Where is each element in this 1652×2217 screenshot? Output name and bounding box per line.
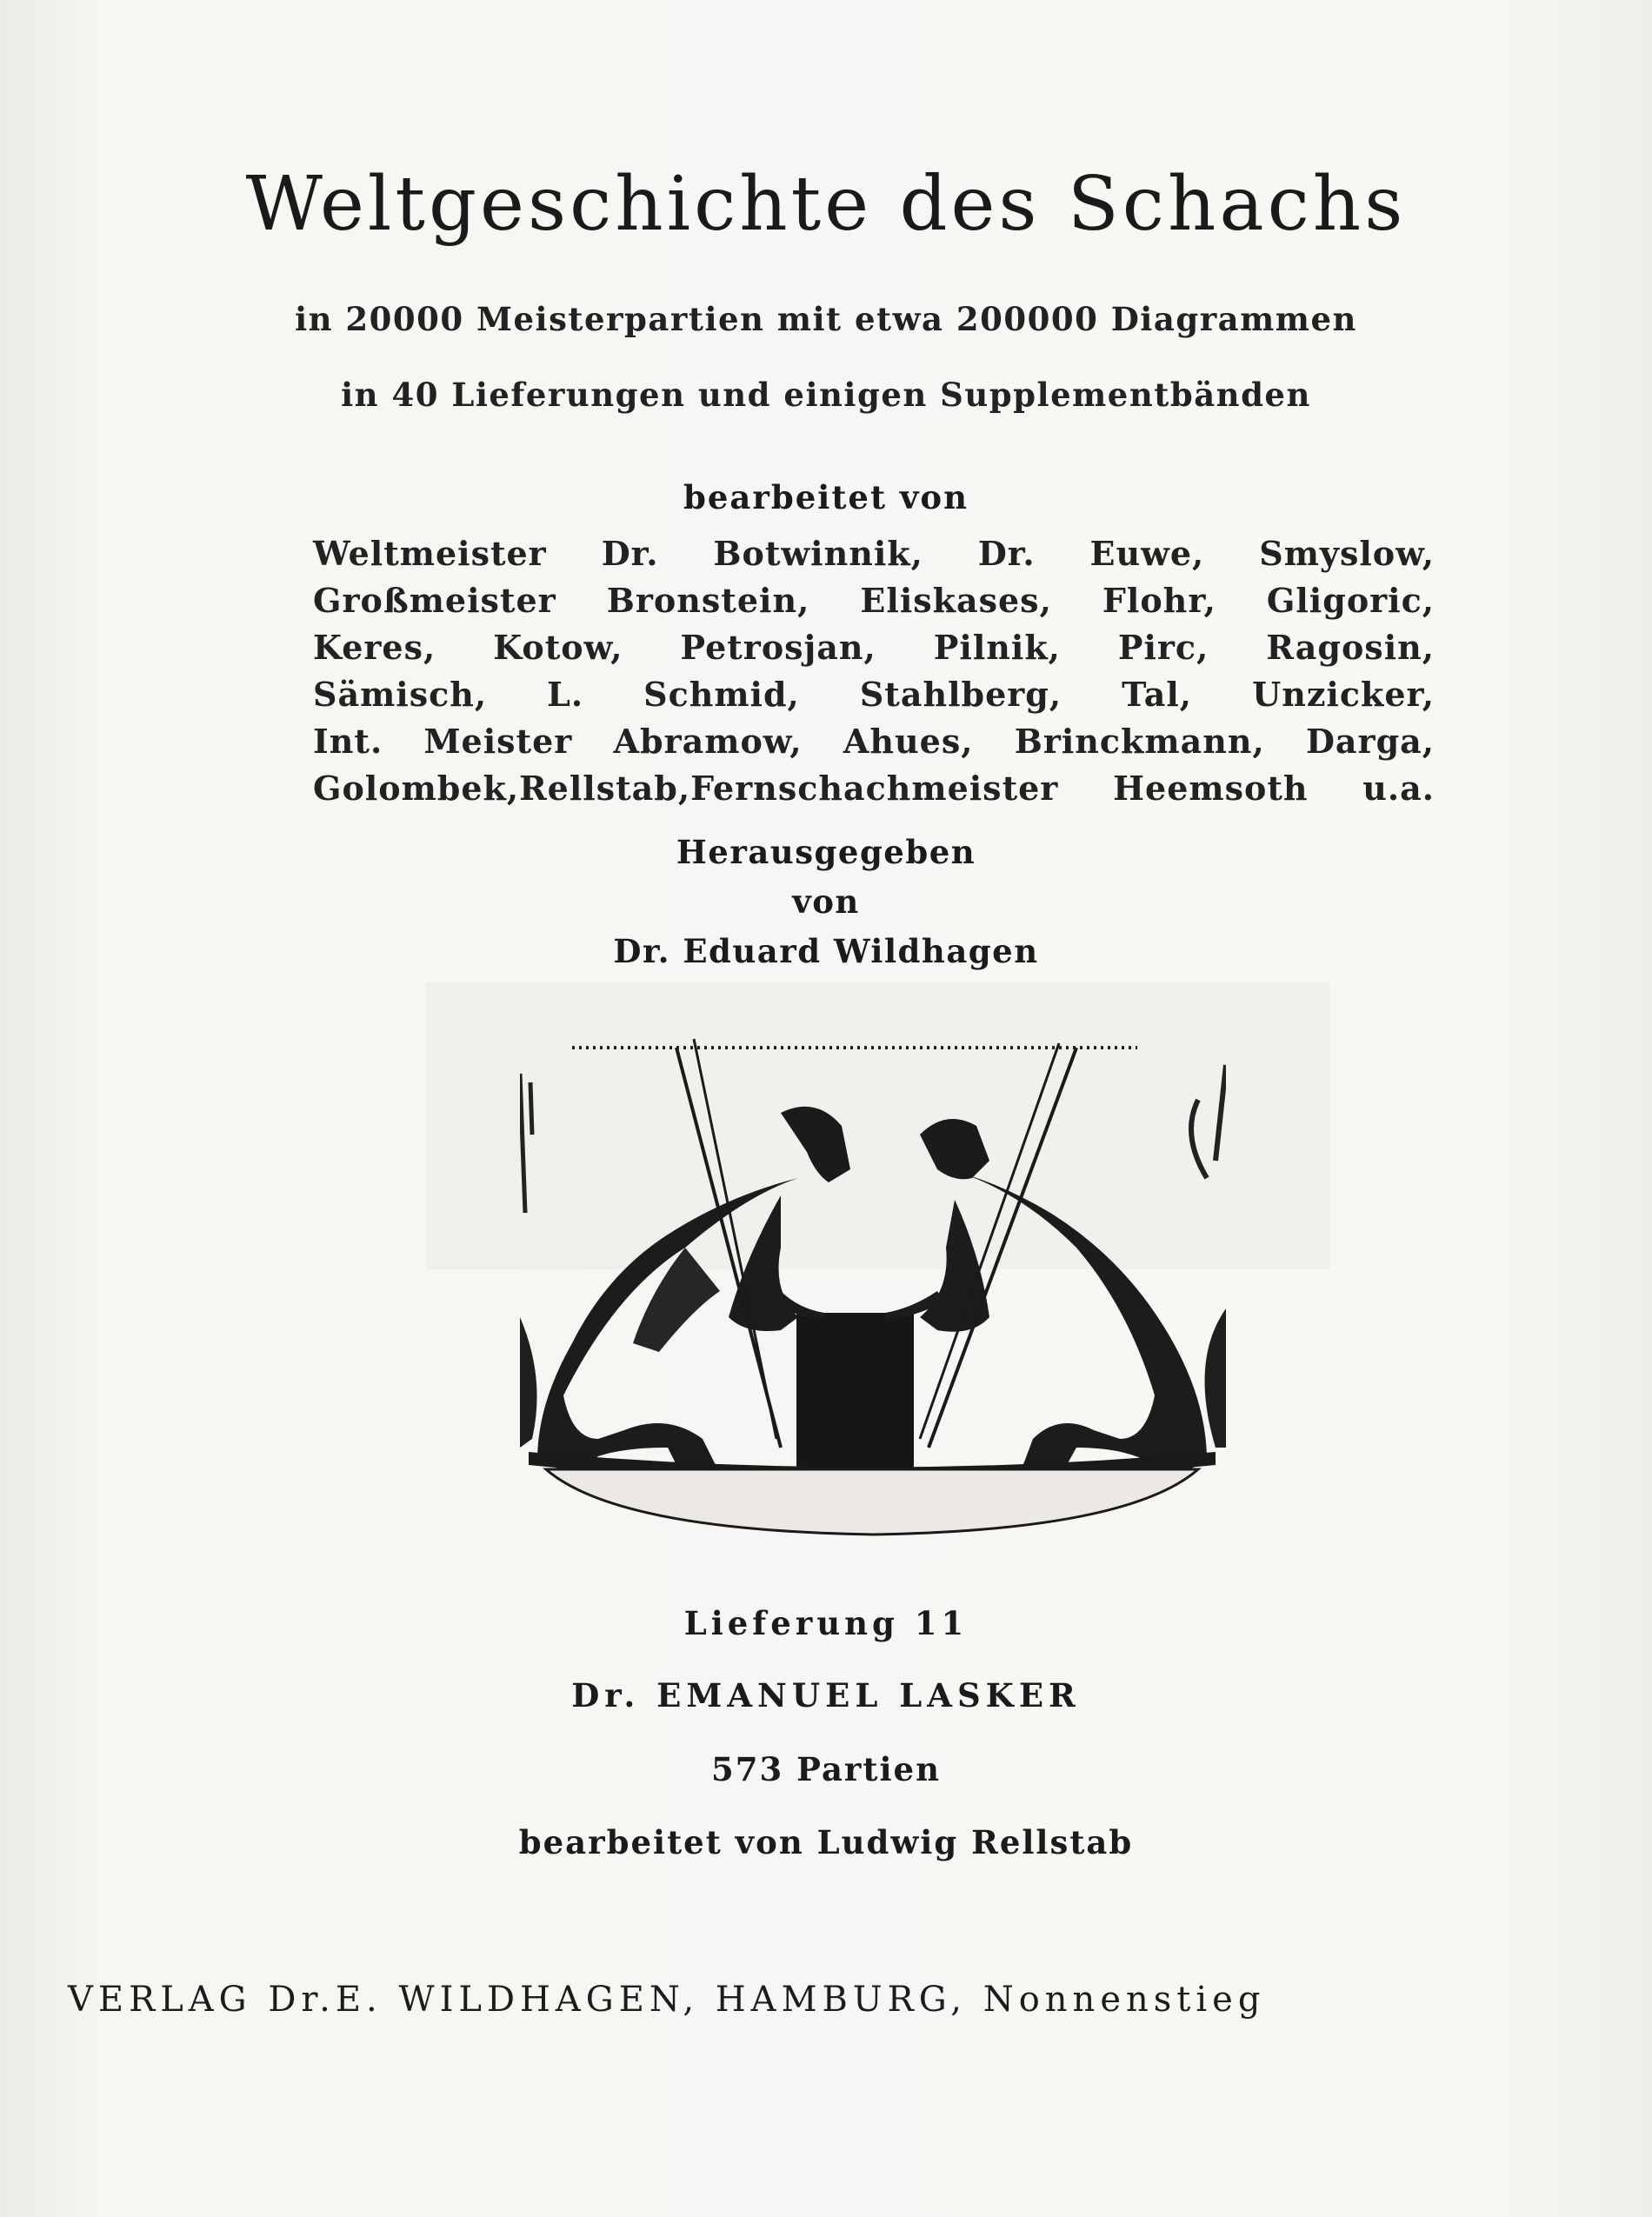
edited-by-heading: bearbeitet von	[683, 478, 969, 516]
subject-name: Dr. EMANUEL LASKER	[571, 1676, 1081, 1714]
editors-line: Golombek,Rellstab,Fernschachmeister Heemsoth u.a.	[313, 769, 1435, 808]
edited-by-line: bearbeitet von Ludwig Rellstab	[518, 1823, 1134, 1861]
editors-line: Sämisch, L. Schmid, Stahlberg, Tal, Unzicker,	[313, 675, 1435, 714]
games-count: 573 Partien	[711, 1750, 941, 1788]
editors-line: Keres, Kotow, Petrosjan, Pilnik, Pirc, Ragosin,	[313, 628, 1435, 667]
delivery-number: Lieferung 11	[683, 1604, 969, 1642]
greek-vase-chess-players-image	[520, 1030, 1226, 1536]
editors-line: Großmeister Bronstein, Eliskases, Flohr, Gligoric,	[313, 581, 1435, 620]
publisher-label-von: von	[792, 882, 860, 921]
publisher-label: Herausgegeben	[676, 833, 976, 871]
publisher-name: Dr. Eduard Wildhagen	[613, 932, 1039, 970]
book-title: Weltgeschichte des Schachs	[245, 161, 1407, 248]
editors-line: Int. Meister Abramow, Ahues, Brinckmann, Darga,	[313, 722, 1435, 761]
editors-line: Weltmeister Dr. Botwinnik, Dr. Euwe, Smyslow,	[313, 534, 1435, 573]
editors-list	[313, 530, 1435, 812]
subtitle-line-1: in 20000 Meisterpartien mit etwa 200000 Diagrammen	[295, 300, 1357, 338]
publisher-imprint: VERLAG Dr.E. WILDHAGEN, HAMBURG, Nonnenstieg	[68, 1980, 1266, 2020]
subtitle-line-2: in 40 Lieferungen und einigen Supplementbänden	[341, 376, 1311, 414]
